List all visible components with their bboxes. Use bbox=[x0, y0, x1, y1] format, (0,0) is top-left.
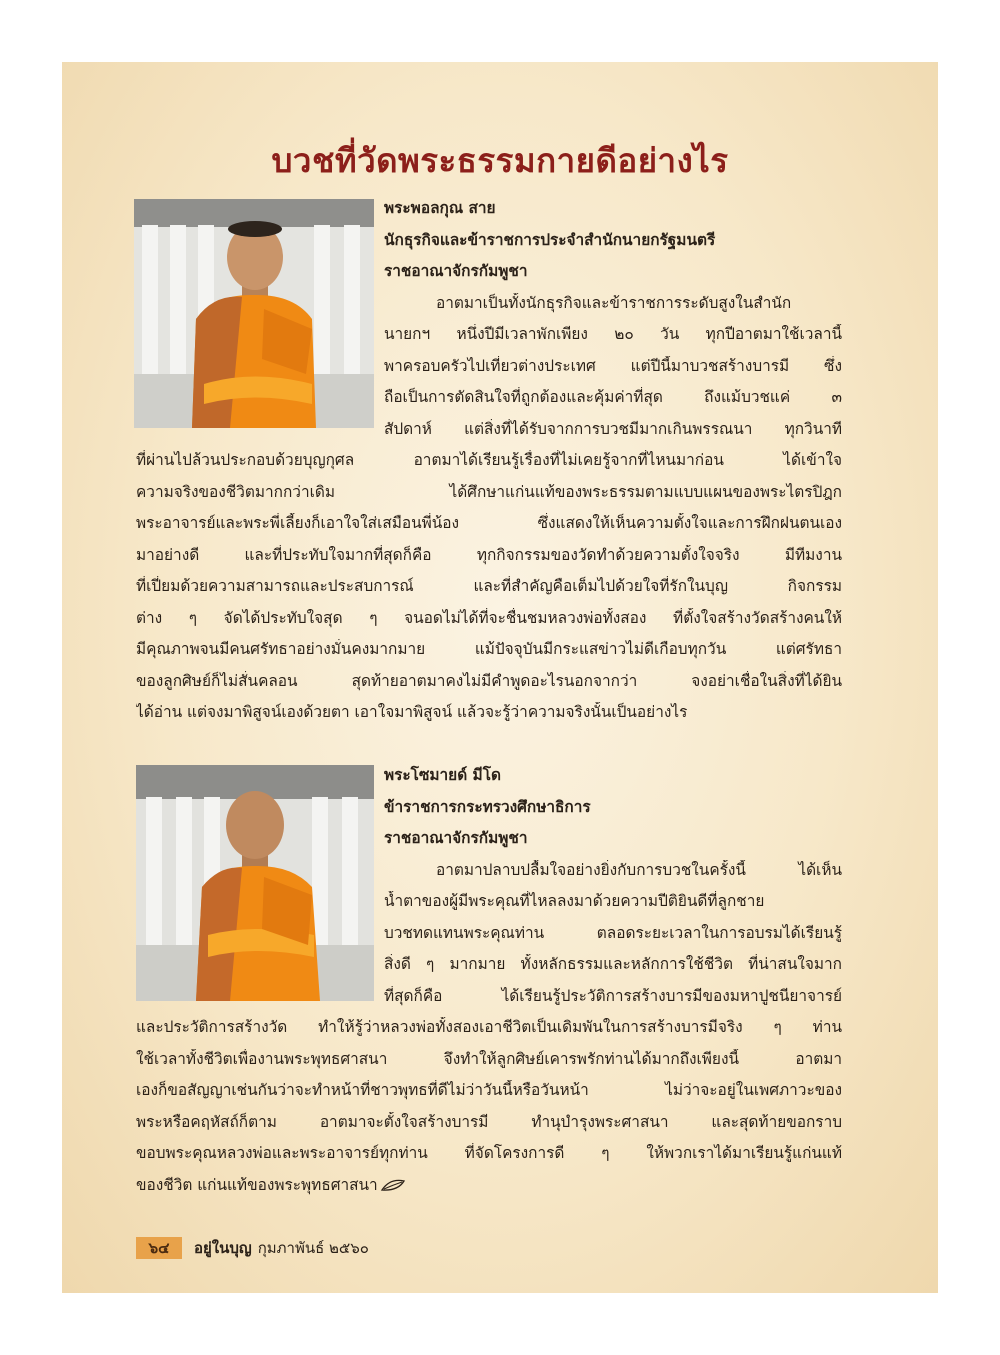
paragraph-1-line: ถือเป็นการตัดสินใจที่ถูกต้องและคุ้มค่าที่สุด ถึงแม้บวชแค่ ๓ bbox=[384, 388, 842, 406]
paragraph-2-line: เองก็ขอสัญญาเช่นกันว่าจะทำหน้าที่ชาวพุทธที่ดีไม่ว่าวันนี้หรือวันหน้า ไม่ว่าจะอยู่ในเพศภาวะของ bbox=[136, 1081, 842, 1099]
issue-date: กุมภาพันธ์ ๒๕๖๐ bbox=[257, 1239, 369, 1257]
monk-2-name: พระโซมายด์ มีโด bbox=[384, 766, 501, 784]
monk-photo-2 bbox=[136, 765, 374, 1001]
paragraph-1-line: ที่เปี่ยมด้วยความสามารถและประสบการณ์ และที่สำคัญคือเต็มไปด้วยใจที่รักในบุญ กิจกรรม bbox=[136, 577, 842, 595]
paragraph-1-line: นายกฯ หนึ่งปีมีเวลาพักเพียง ๒๐ วัน ทุกปีอาตมาใช้เวลานี้ bbox=[384, 325, 842, 343]
paragraph-2-line: ของชีวิต แก่นแท้ของพระพุทธศาสนา bbox=[136, 1176, 378, 1194]
paragraph-2-last-line bbox=[136, 1175, 842, 1195]
paragraph-1-line: มาอย่างดี และที่ประทับใจมากที่สุดก็คือ ทุกกิจกรรมของวัดทำด้วยความตั้งใจจริง มีทีมงาน bbox=[136, 546, 842, 564]
page-footer bbox=[136, 1237, 369, 1259]
monk-1-name: พระพอลกุณ สาย bbox=[384, 199, 496, 217]
paragraph-1-line: ความจริงของชีวิตมากกว่าเดิม ได้ศึกษาแก่นแท้ของพระธรรมตามแบบแผนของพระไตรปิฎก bbox=[136, 483, 842, 501]
paragraph-1-line: พระอาจารย์และพระพี่เลี้ยงก็เอาใจใส่เสมือนพี่น้อง ซึ่งแสดงให้เห็นความตั้งใจและการฝึกฝนตนเอง bbox=[136, 514, 842, 532]
leaf-end-mark-icon bbox=[380, 1178, 406, 1192]
monk-photo-1 bbox=[134, 199, 374, 428]
paragraph-2-line: อาตมาปลาบปลื้มใจอย่างยิ่งกับการบวชในครั้งนี้ ได้เห็น bbox=[436, 861, 842, 879]
paragraph-2-line: ใช้เวลาทั้งชีวิตเพื่องานพระพุทธศาสนา จึงทำให้ลูกศิษย์เคารพรักท่านได้มากถึงเพียงนี้ อาตมา bbox=[136, 1050, 842, 1068]
paragraph-2-line: และประวัติการสร้างวัด ทำให้รู้ว่าหลวงพ่อทั้งสองเอาชีวิตเป็นเดิมพันในการสร้างบารมีจริง ๆ ท่าน bbox=[136, 1018, 842, 1036]
page-number: ๖๔ bbox=[136, 1237, 182, 1259]
magazine-page bbox=[62, 62, 938, 1293]
paragraph-1-line: สัปดาห์ แต่สิ่งที่ได้รับจากการบวชมีมากเกินพรรณนา ทุกวินาที bbox=[384, 420, 842, 438]
article-title: บวชที่วัดพระธรรมกายดีอย่างไร bbox=[271, 141, 729, 180]
monk-1-country: ราชอาณาจักรกัมพูชา bbox=[384, 262, 528, 280]
paragraph-2-line: น้ำตาของผู้มีพระคุณที่ไหลลงมาด้วยความปีติยินดีที่ลูกชาย bbox=[384, 892, 765, 910]
paragraph-1-line: พาครอบครัวไปเที่ยวต่างประเทศ แต่ปีนี้มาบวชสร้างบารมี ซึ่ง bbox=[384, 357, 842, 375]
paragraph-2-line: บวชทดแทนพระคุณท่าน ตลอดระยะเวลาในการอบรมได้เรียนรู้ bbox=[384, 924, 842, 942]
paragraph-1-line: มีคุณภาพจนมีคนศรัทธาอย่างมั่นคงมากมาย แม้ปัจจุบันมีกระแสข่าวไม่ดีเกือบทุกวัน แต่ศรัทธา bbox=[136, 640, 842, 658]
monk-2-country: ราชอาณาจักรกัมพูชา bbox=[384, 829, 528, 847]
paragraph-1-line: อาตมาเป็นทั้งนักธุรกิจและข้าราชการระดับสูงในสำนัก bbox=[436, 294, 792, 312]
magazine-name: อยู่ในบุญ bbox=[194, 1239, 252, 1257]
monk-1-position: นักธุรกิจและข้าราชการประจำสำนักนายกรัฐมนตรี bbox=[384, 231, 716, 249]
paragraph-1-line: ของลูกศิษย์ก็ไม่สั่นคลอน สุดท้ายอาตมาคงไม่มีคำพูดอะไรนอกจากว่า จงอย่าเชื่อในสิ่งที่ได้ยิน bbox=[136, 672, 842, 690]
paragraph-1-line: ต่าง ๆ จัดได้ประทับใจสุด ๆ จนอดไม่ได้ที่จะชื่นชมหลวงพ่อทั้งสอง ที่ตั้งใจสร้างวัดสร้างคนให้ bbox=[136, 609, 842, 627]
monk-2-position: ข้าราชการกระทรวงศึกษาธิการ bbox=[384, 798, 591, 816]
paragraph-2-line: พระหรือคฤหัสถ์ก็ตาม อาตมาจะตั้งใจสร้างบารมี ทำนุบำรุงพระศาสนา และสุดท้ายขอกราบ bbox=[136, 1113, 842, 1131]
paragraph-1-line: ได้อ่าน แต่จงมาพิสูจน์เองด้วยตา เอาใจมาพิสูจน์ แล้วจะรู้ว่าความจริงนั้นเป็นอย่างไร bbox=[136, 703, 688, 721]
paragraph-2-line: ขอบพระคุณหลวงพ่อและพระอาจารย์ทุกท่าน ที่จัดโครงการดี ๆ ให้พวกเราได้มาเรียนรู้แก่นแท้ bbox=[136, 1144, 842, 1162]
paragraph-2-line: สิ่งดี ๆ มากมาย ทั้งหลักธรรมและหลักการใช้ชีวิต ที่น่าสนใจมาก bbox=[384, 955, 842, 973]
paragraph-1-line: ที่ผ่านไปล้วนประกอบด้วยบุญกุศล อาตมาได้เรียนรู้เรื่องที่ไม่เคยรู้จากที่ไหนมาก่อน ได้เข้าใจ bbox=[136, 451, 842, 469]
paragraph-2-line: ที่สุดก็คือ ได้เรียนรู้ประวัติการสร้างบารมีของมหาปูชนียาจารย์ bbox=[384, 987, 842, 1005]
